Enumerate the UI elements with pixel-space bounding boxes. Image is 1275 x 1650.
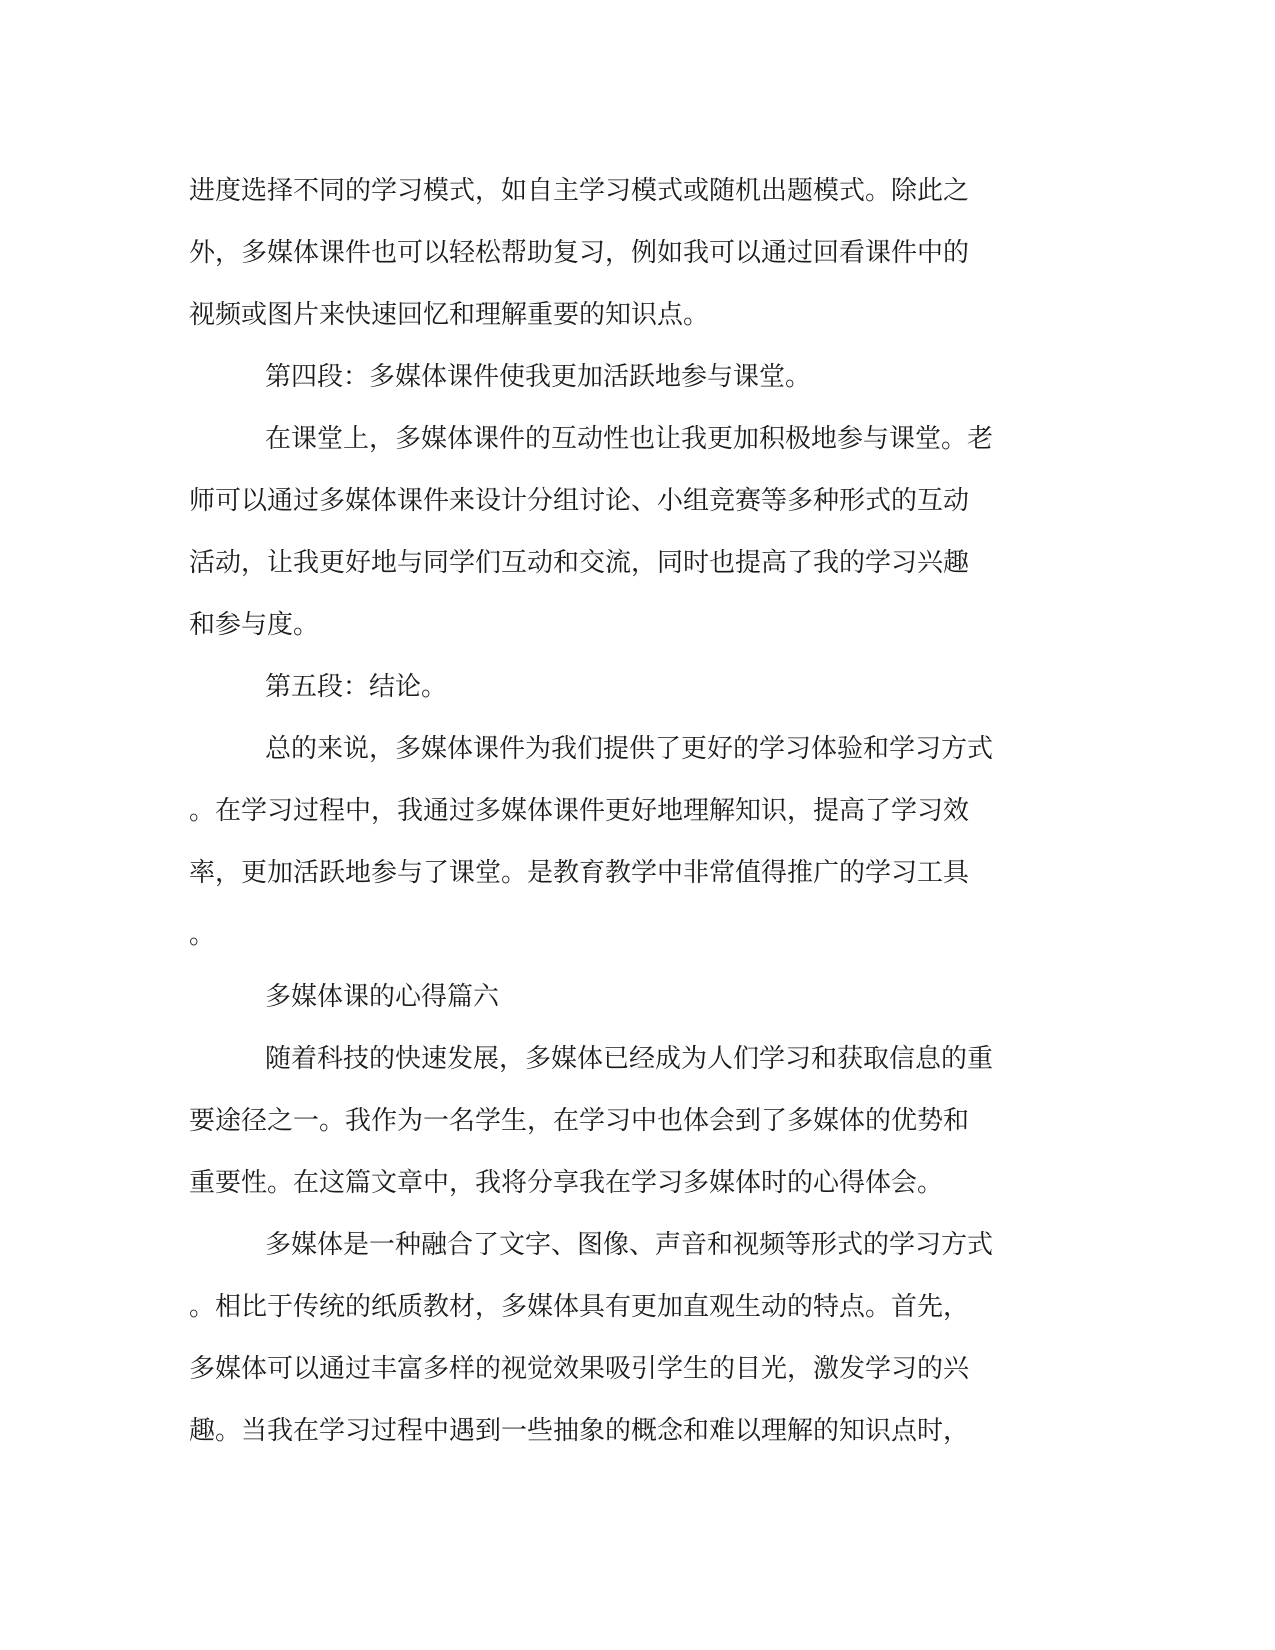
text-line: 。在学习过程中，我通过多媒体课件更好地理解知识，提高了学习效 [189, 796, 970, 826]
text-line: 。相比于传统的纸质教材，多媒体具有更加直观生动的特点。首先， [189, 1292, 970, 1322]
text-line: 视频或图片来快速回忆和理解重要的知识点。 [189, 300, 710, 330]
text-line: 重要性。在这篇文章中，我将分享我在学习多媒体时的心得体会。 [189, 1168, 944, 1198]
article-title: 多媒体课的心得篇六 [265, 982, 500, 1012]
text-line: 活动，让我更好地与同学们互动和交流，同时也提高了我的学习兴趣 [189, 548, 970, 578]
text-line: 。 [189, 920, 216, 950]
text-line: 和参与度。 [189, 610, 320, 640]
text-line: 要途径之一。我作为一名学生，在学习中也体会到了多媒体的优势和 [189, 1106, 970, 1136]
text-line: 趣。当我在学习过程中遇到一些抽象的概念和难以理解的知识点时， [189, 1416, 970, 1446]
text-line: 多媒体可以通过丰富多样的视觉效果吸引学生的目光，激发学习的兴 [189, 1354, 970, 1384]
text-line: 在课堂上，多媒体课件的互动性也让我更加积极地参与课堂。老 [265, 424, 994, 454]
document-body [189, 160, 1069, 1462]
text-line: 师可以通过多媒体课件来设计分组讨论、小组竞赛等多种形式的互动 [189, 486, 970, 516]
text-line: 总的来说，多媒体课件为我们提供了更好的学习体验和学习方式 [265, 734, 994, 764]
text-line: 外，多媒体课件也可以轻松帮助复习，例如我可以通过回看课件中的 [189, 238, 970, 268]
text-line: 随着科技的快速发展，多媒体已经成为人们学习和获取信息的重 [265, 1044, 994, 1074]
section-heading: 第五段：结论。 [265, 672, 448, 702]
text-line: 率，更加活跃地参与了课堂。是教育教学中非常值得推广的学习工具 [189, 858, 970, 888]
text-line: 多媒体是一种融合了文字、图像、声音和视频等形式的学习方式 [265, 1230, 994, 1260]
text-line: 进度选择不同的学习模式，如自主学习模式或随机出题模式。除此之 [189, 176, 970, 206]
section-heading: 第四段：多媒体课件使我更加活跃地参与课堂。 [265, 362, 812, 392]
